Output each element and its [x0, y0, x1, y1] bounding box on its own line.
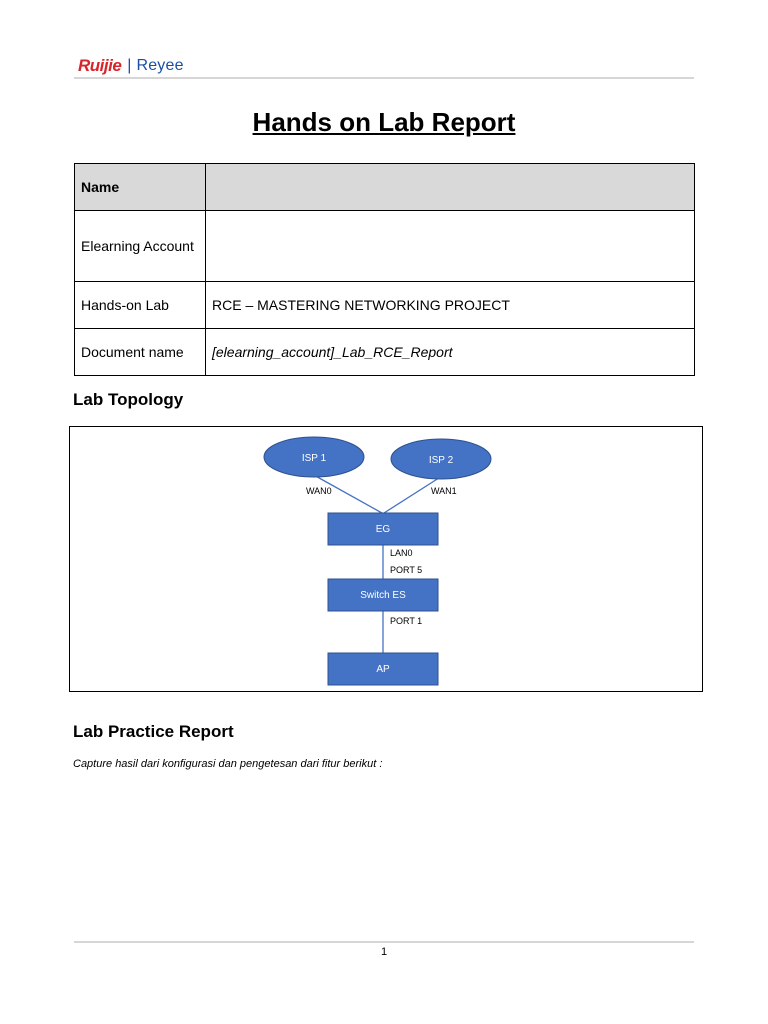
practice-caption: Capture hasil dari konfigurasi dan pengetesan dari fitur berikut : [73, 758, 383, 770]
eg-label: EG [375, 524, 391, 535]
document-name-value: [elearning_account]_Lab_RCE_Report [206, 329, 695, 376]
isp1-label: ISP 1 [301, 453, 327, 464]
topology-diagram [69, 426, 703, 692]
lan0-label: LAN0 [390, 548, 413, 558]
port1-label: PORT 1 [390, 616, 423, 626]
footer-divider [74, 941, 694, 943]
elearning-account-value [206, 211, 695, 282]
logo-product: Reyee [136, 57, 184, 74]
name-value [206, 164, 695, 211]
page-header [74, 55, 694, 79]
ap-label: AP [376, 664, 390, 675]
header-divider [74, 77, 694, 79]
port5-label: PORT 5 [390, 565, 423, 575]
hands-on-lab-value: RCE – MASTERING NETWORKING PROJECT [206, 282, 695, 329]
page-title: Hands on Lab Report [252, 107, 516, 137]
switch-label: Switch ES [360, 590, 406, 601]
wan1-label: WAN1 [431, 486, 457, 496]
table-row [75, 282, 695, 329]
table-row [75, 211, 695, 282]
topology-svg [70, 427, 702, 691]
lab-practice-heading: Lab Practice Report [73, 722, 234, 741]
document-name-label: Document name [75, 329, 206, 376]
logo-brand: Ruijie [78, 56, 122, 75]
wan0-label: WAN0 [306, 486, 332, 496]
info-table [74, 163, 695, 376]
elearning-account-label: Elearning Account [75, 211, 206, 282]
table-row [75, 329, 695, 376]
lab-topology-heading: Lab Topology [73, 390, 184, 409]
name-label: Name [75, 164, 206, 211]
logo-separator: | [127, 57, 132, 74]
page-number: 1 [380, 946, 388, 958]
table-row [75, 164, 695, 211]
hands-on-lab-label: Hands-on Lab [75, 282, 206, 329]
ruijie-reyee-logo [78, 56, 184, 76]
isp2-label: ISP 2 [428, 455, 454, 466]
